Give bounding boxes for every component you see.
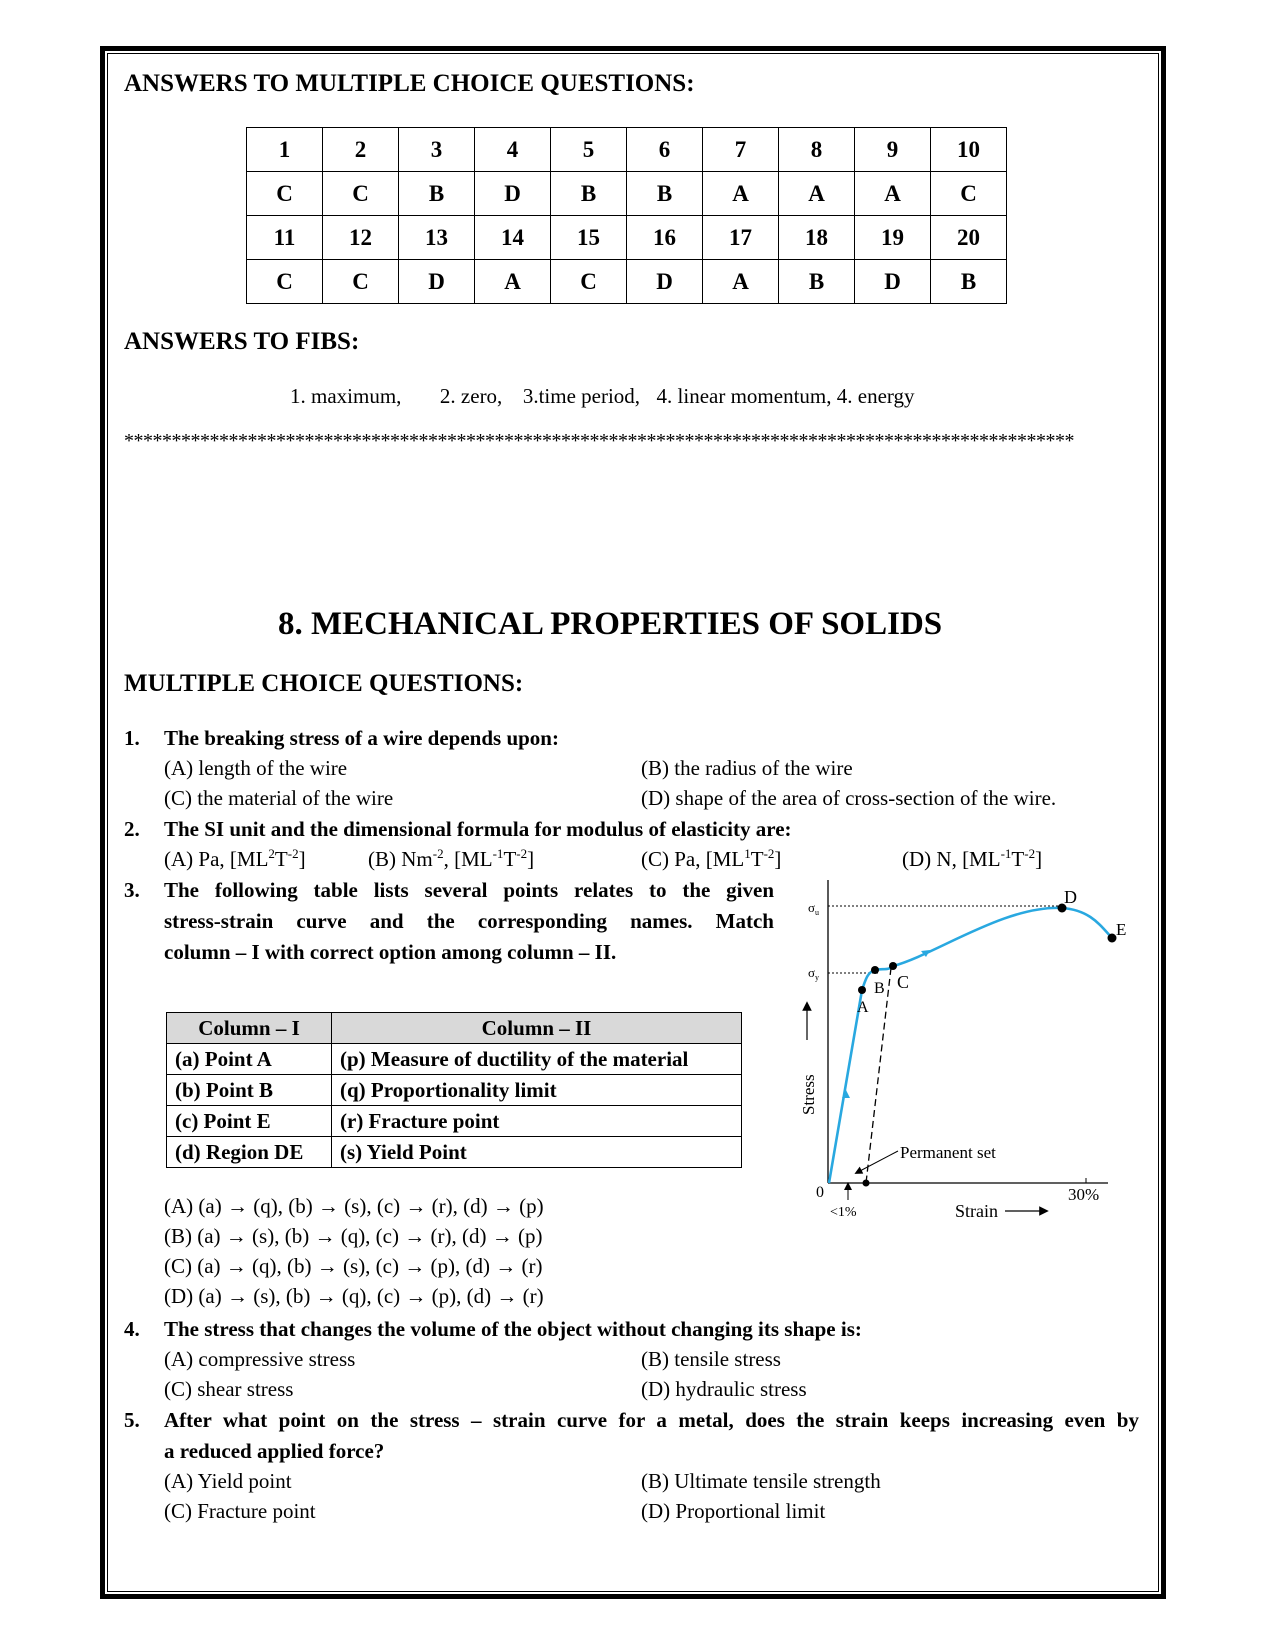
mcq-answers-heading: ANSWERS TO MULTIPLE CHOICE QUESTIONS: <box>124 70 695 97</box>
question-number-cell: 15 <box>551 216 627 260</box>
answer-table-row <box>247 216 1007 260</box>
fib-answer: 1. maximum, <box>290 384 402 408</box>
question-text-line: After what point on the stress – strain curve for a metal, does the strain keeps increasing even by <box>164 1408 1139 1432</box>
question-number-cell: 12 <box>323 216 399 260</box>
question-number-cell: 3 <box>399 128 475 172</box>
question-text: The stress that changes the volume of the object without changing its shape is: <box>164 1317 862 1341</box>
answer-cell: C <box>247 172 323 216</box>
answer-cell: A <box>475 260 551 304</box>
answer-cell: D <box>399 260 475 304</box>
column-ii-cell: (r) Fracture point <box>332 1106 742 1137</box>
option-b: (B) the radius of the wire <box>641 756 853 780</box>
option-d: (D) hydraulic stress <box>641 1377 807 1401</box>
option-b: (B) (a) → (s), (b) → (q), (c) → (r), (d) → (p) <box>164 1224 543 1248</box>
question-text-line: a reduced applied force? <box>164 1439 385 1463</box>
question-number-cell: 5 <box>551 128 627 172</box>
option-d: (D) Proportional limit <box>641 1499 826 1523</box>
column-ii-cell: (s) Yield Point <box>332 1137 742 1168</box>
option-c: (C) shear stress <box>164 1377 294 1401</box>
option-a: (A) (a) → (q), (b) → (s), (c) → (r), (d) → (p) <box>164 1194 544 1218</box>
option-a: (A) Pa, $[ML^2T^{-2}]$ <box>164 846 306 871</box>
question-number-cell: 2 <box>323 128 399 172</box>
option-b: (B) Ultimate tensile strength <box>641 1469 881 1493</box>
point-b <box>871 966 879 974</box>
question-number-cell: 16 <box>627 216 703 260</box>
lt1-label: <1% <box>830 1205 857 1220</box>
question-text: The SI unit and the dimensional formula for modulus of elasticity are: <box>164 817 792 841</box>
option-a: (A) compressive stress <box>164 1347 356 1371</box>
stress-strain-curve <box>829 908 1112 1183</box>
answer-cell: C <box>931 172 1007 216</box>
point-b-label: B <box>874 980 885 997</box>
question-number-cell: 1 <box>247 128 323 172</box>
answer-cell: B <box>931 260 1007 304</box>
answer-cell: C <box>323 260 399 304</box>
question-number-cell: 6 <box>627 128 703 172</box>
fib-answer: 3.time period, <box>522 384 641 408</box>
chapter-title: 8. MECHANICAL PROPERTIES OF SOLIDS <box>278 606 943 642</box>
question-number-cell: 7 <box>703 128 779 172</box>
option-b: (B) $Nm^{-2}$, $[ML^{-1}T^{-2}]$ <box>368 846 535 871</box>
question-number-cell: 8 <box>779 128 855 172</box>
answer-cell: A <box>779 172 855 216</box>
question-number-cell: 19 <box>855 216 931 260</box>
point-e-label: E <box>1116 920 1127 939</box>
question-number: 5. <box>124 1408 140 1432</box>
permanent-set-pointer <box>858 1151 898 1172</box>
column-i-cell: (c) Point E <box>167 1106 332 1137</box>
column-i-header: Column – I <box>167 1013 332 1044</box>
answer-cell: C <box>247 260 323 304</box>
sigma-u-label: $\sigma_u$ <box>808 900 820 917</box>
answer-cell: D <box>627 260 703 304</box>
match-table-header <box>167 1013 742 1044</box>
question-number-cell: 10 <box>931 128 1007 172</box>
point-c <box>889 962 897 970</box>
question-number-cell: 9 <box>855 128 931 172</box>
match-row <box>167 1075 742 1106</box>
answer-cell: D <box>475 172 551 216</box>
stress-axis-label: Stress <box>799 1074 818 1115</box>
fib-answer: 4. linear momentum, <box>656 384 832 408</box>
mcq-answer-table <box>246 127 1007 304</box>
fib-answer: 2. zero, <box>439 384 503 408</box>
option-c: (C) the material of the wire <box>164 786 394 810</box>
column-i-cell: (a) Point A <box>167 1044 332 1075</box>
origin-label: 0 <box>816 1184 824 1201</box>
unloading-line <box>866 968 891 1183</box>
option-d: (D) N, $[ML^{-1}T^{-2}]$ <box>902 846 1043 871</box>
stress-strain-diagram <box>780 880 1130 1220</box>
fib-answers-heading: ANSWERS TO FIBS: <box>124 328 360 355</box>
option-c: (C) Fracture point <box>164 1499 316 1523</box>
question-number-cell: 17 <box>703 216 779 260</box>
option-a: (A) length of the wire <box>164 756 348 780</box>
option-d: (D) (a) → (s), (b) → (q), (c) → (p), (d) → (r) <box>164 1284 544 1308</box>
permanent-set-label: Permanent set <box>900 1143 996 1162</box>
match-row <box>167 1137 742 1168</box>
sigma-y-label: $\sigma_y$ <box>808 965 820 982</box>
strain-axis-label: Strain <box>955 1201 998 1220</box>
question-number-cell: 20 <box>931 216 1007 260</box>
option-c: (C) Pa, $[ML^1T^{-2}]$ <box>641 846 782 871</box>
answer-cell: A <box>855 172 931 216</box>
question-number-cell: 13 <box>399 216 475 260</box>
answer-cell: A <box>703 172 779 216</box>
question-text-line: The following table lists several points relates to the given <box>164 878 774 902</box>
answer-cell: C <box>551 260 627 304</box>
pct30-label: 30% <box>1068 1185 1100 1204</box>
option-d: (D) shape of the area of cross-section of the wire. <box>641 786 1057 810</box>
point-a <box>858 986 866 994</box>
answer-table-row <box>247 128 1007 172</box>
question-text-line: column – I with correct option among column – II. <box>164 940 617 964</box>
point-a-label: A <box>857 999 869 1016</box>
column-i-cell: (d) Region DE <box>167 1137 332 1168</box>
mcq-heading: MULTIPLE CHOICE QUESTIONS: <box>124 670 524 697</box>
answer-cell: B <box>627 172 703 216</box>
question-number-cell: 4 <box>475 128 551 172</box>
permanent-set-point <box>863 1180 870 1187</box>
answer-table-row <box>247 172 1007 216</box>
answer-cell: A <box>703 260 779 304</box>
question-number: 4. <box>124 1317 140 1341</box>
answer-cell: B <box>399 172 475 216</box>
question-text: The breaking stress of a wire depends upon: <box>164 726 559 750</box>
column-ii-header: Column – II <box>332 1013 742 1044</box>
match-row <box>167 1044 742 1075</box>
separator-stars: **************************************************************************************************** <box>124 430 1074 452</box>
question-number: 3. <box>124 878 140 902</box>
question-number: 2. <box>124 817 140 841</box>
question-number: 1. <box>124 726 140 750</box>
column-ii-cell: (p) Measure of ductility of the material <box>332 1044 742 1075</box>
column-ii-cell: (q) Proportionality limit <box>332 1075 742 1106</box>
question-text-line: stress-strain curve and the corresponding names. Match <box>164 909 774 933</box>
answer-cell: B <box>551 172 627 216</box>
fib-answers-line <box>290 384 915 409</box>
point-c-label: C <box>897 972 910 992</box>
answer-cell: B <box>779 260 855 304</box>
answer-cell: D <box>855 260 931 304</box>
fib-answer: 4. energy <box>836 384 915 408</box>
column-i-cell: (b) Point B <box>167 1075 332 1106</box>
question-number-cell: 18 <box>779 216 855 260</box>
match-table <box>166 1012 742 1168</box>
answer-table-row <box>247 260 1007 304</box>
answer-cell: C <box>323 172 399 216</box>
point-d-label: D <box>1064 887 1077 907</box>
option-c: (C) (a) → (q), (b) → (s), (c) → (p), (d) → (r) <box>164 1254 543 1278</box>
question-number-cell: 11 <box>247 216 323 260</box>
option-a: (A) Yield point <box>164 1469 292 1493</box>
option-b: (B) tensile stress <box>641 1347 781 1371</box>
question-number-cell: 14 <box>475 216 551 260</box>
match-row <box>167 1106 742 1137</box>
